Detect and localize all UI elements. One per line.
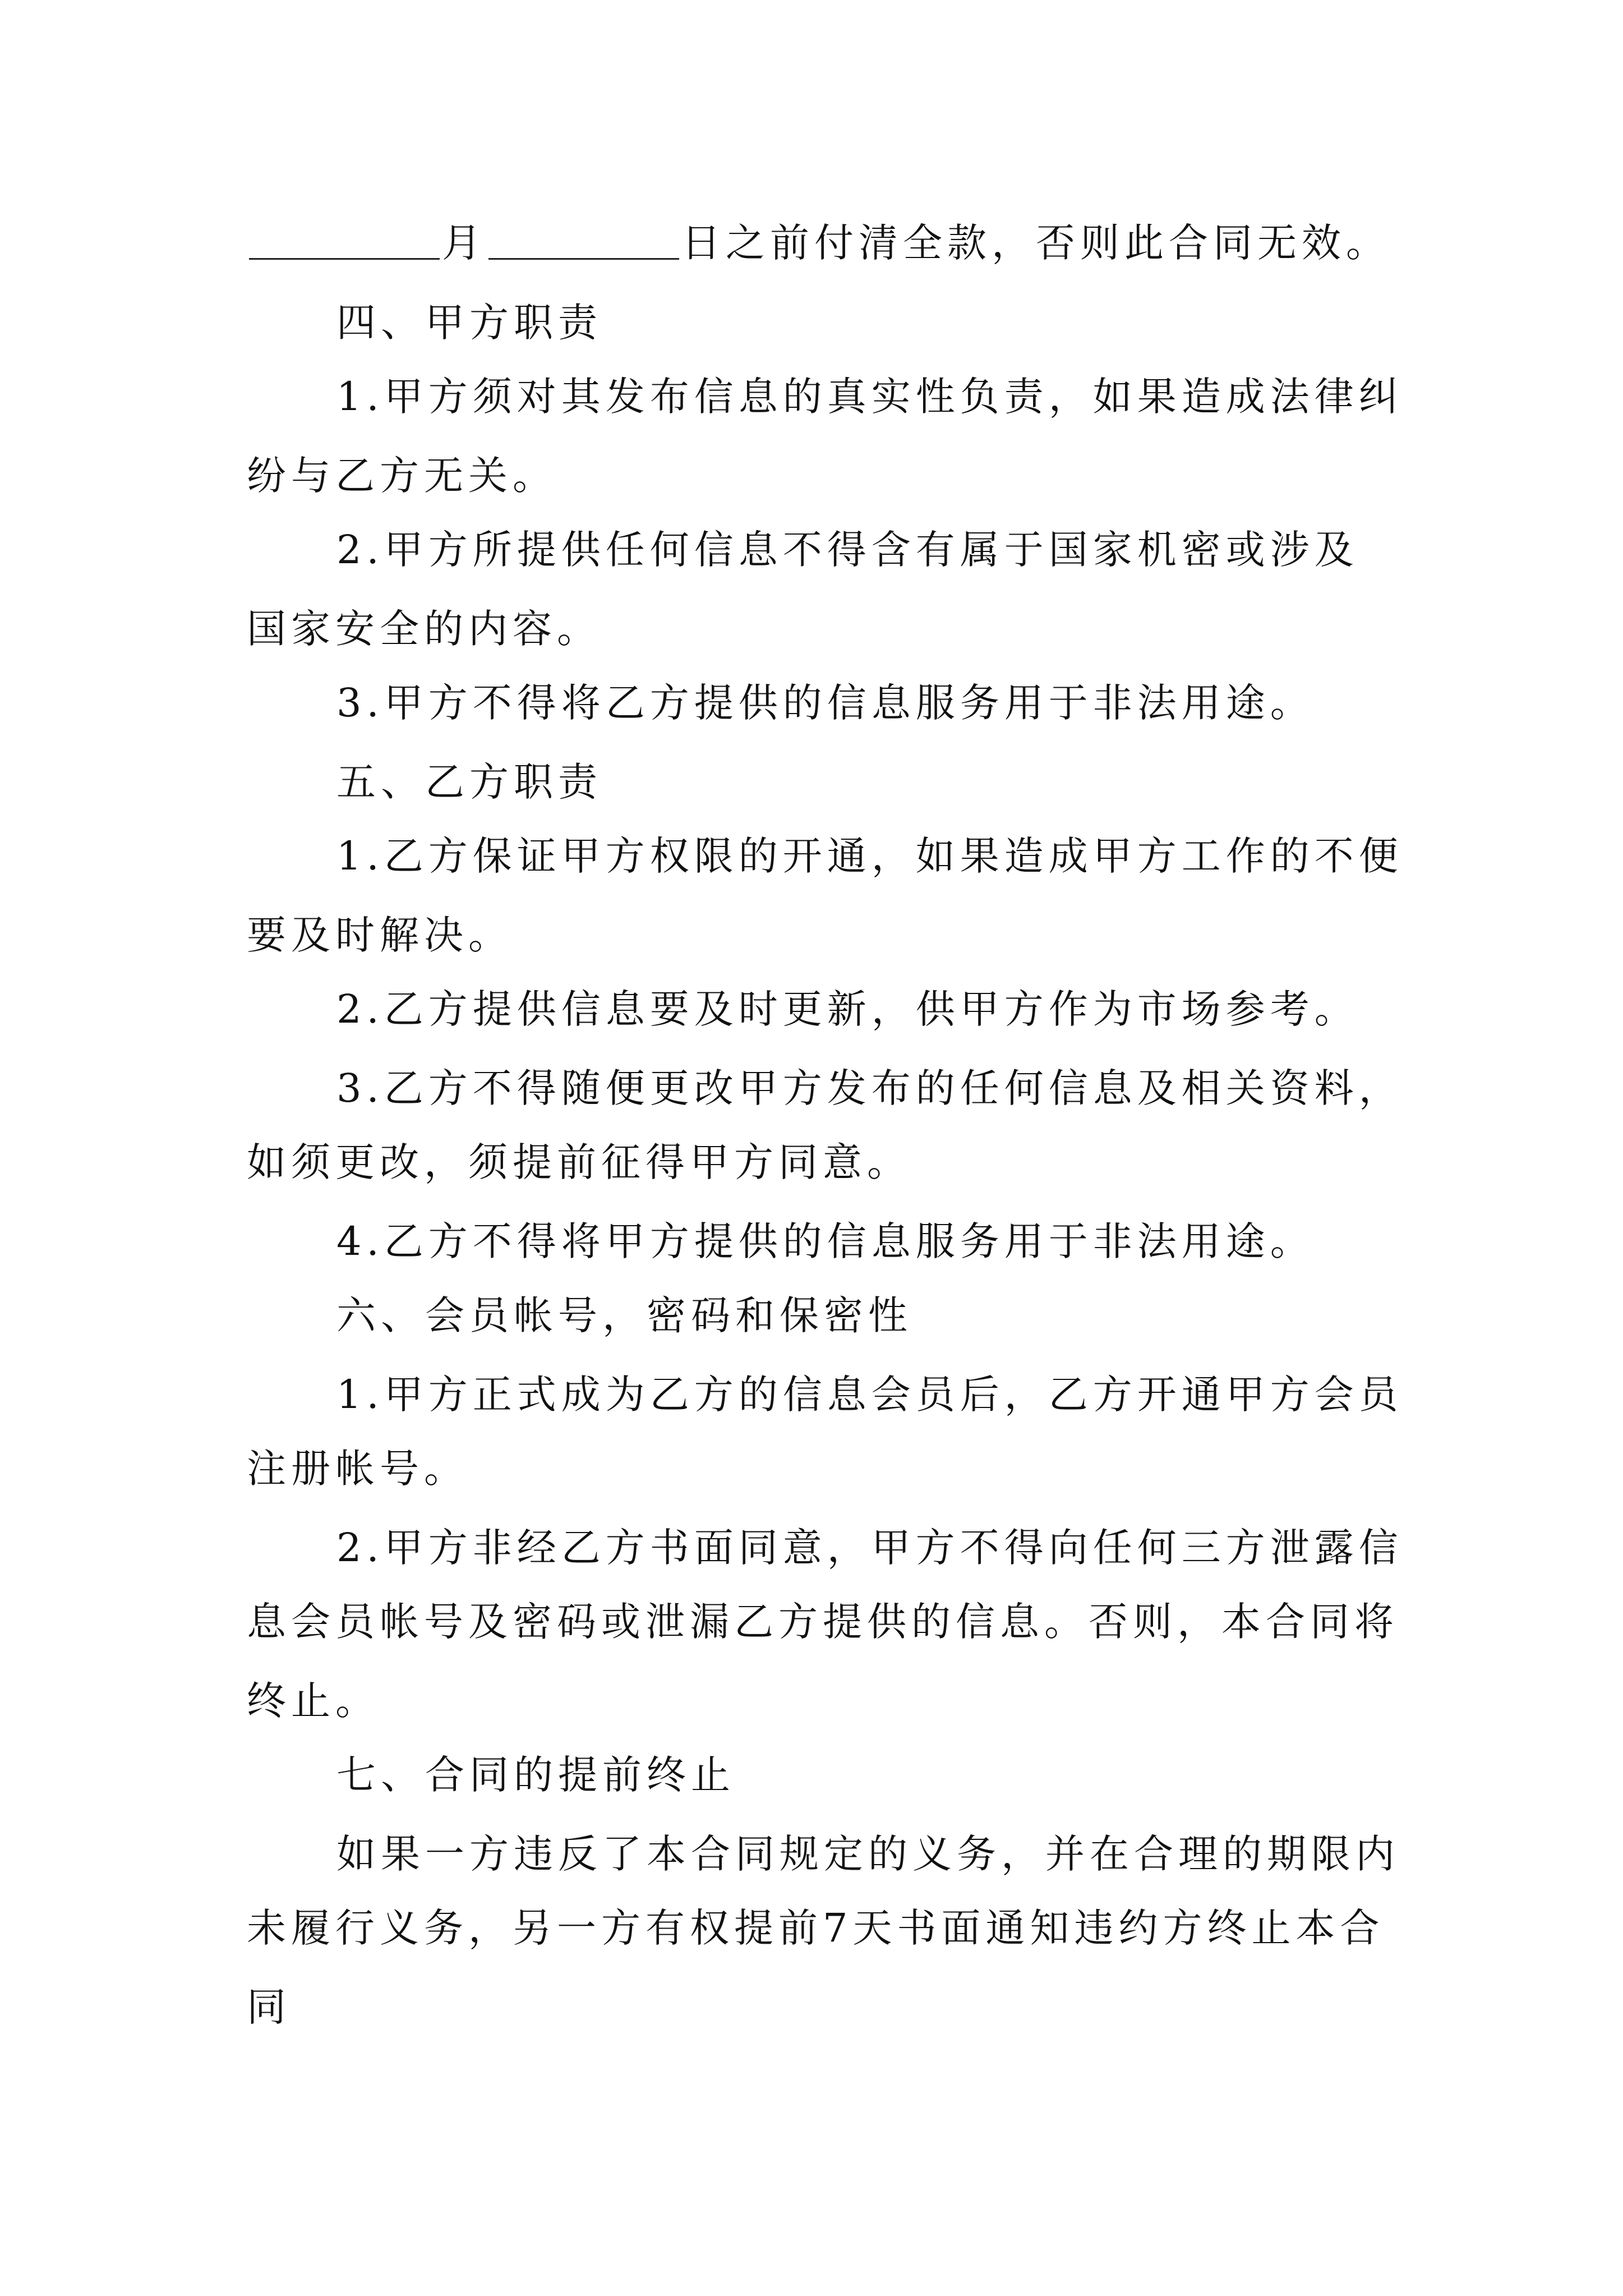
paragraph-line: 息会员帐号及密码或泄漏乙方提供的信息。否则，本合同将: [247, 1599, 1399, 1645]
paragraph-line: 2.乙方提供信息要及时更新，供甲方作为市场参考。: [336, 986, 1359, 1032]
paragraph-line: 2.甲方所提供任何信息不得含有属于国家机密或涉及: [336, 527, 1359, 573]
paragraph-line: 1.甲方须对其发布信息的真实性负责，如果造成法律纠: [336, 374, 1403, 420]
blank-field: [249, 219, 440, 260]
paragraph-line: 3.甲方不得将乙方提供的信息服务用于非法用途。: [336, 680, 1315, 726]
paragraph-line: 纷与乙方无关。: [247, 453, 557, 499]
paragraph-line: 2.甲方非经乙方书面同意，甲方不得向任何三方泄露信: [336, 1525, 1403, 1571]
intro-line: [247, 212, 1390, 274]
paragraph-line: 终止。: [247, 1678, 380, 1724]
paragraph-line: 1.甲方正式成为乙方的信息会员后，乙方开通甲方会员: [336, 1372, 1403, 1418]
paragraph-line: 4.乙方不得将甲方提供的信息服务用于非法用途。: [336, 1218, 1315, 1264]
paragraph-line: 3.乙方不得随便更改甲方发布的任何信息及相关资料，: [336, 1065, 1403, 1111]
paragraph-line: 如须更改，须提前征得甲方同意。: [247, 1139, 911, 1185]
paragraph-line: 未履行义务，另一方有权提前7天书面通知违约方终止本合: [247, 1905, 1385, 1951]
paragraph-line: 同: [247, 1984, 291, 2030]
section-heading: 七、合同的提前终止: [336, 1752, 735, 1798]
section-heading: 六、会员帐号，密码和保密性: [336, 1292, 912, 1338]
section-heading: 四、甲方职责: [336, 300, 602, 346]
section-heading: 五、乙方职责: [336, 759, 602, 805]
paragraph-line: 1.乙方保证甲方权限的开通，如果造成甲方工作的不便: [336, 833, 1403, 879]
paragraph-line: 注册帐号。: [247, 1446, 468, 1492]
paragraph-line: 如果一方违反了本合同规定的义务，并在合理的期限内: [336, 1831, 1400, 1877]
paragraph-line: 国家安全的内容。: [247, 606, 601, 652]
paragraph-line: 要及时解决。: [247, 912, 513, 958]
intro-line-tail: 日之前付清全款，否则此合同无效。: [681, 220, 1390, 266]
blank-field: [488, 219, 679, 260]
month-label: 月: [442, 220, 486, 266]
